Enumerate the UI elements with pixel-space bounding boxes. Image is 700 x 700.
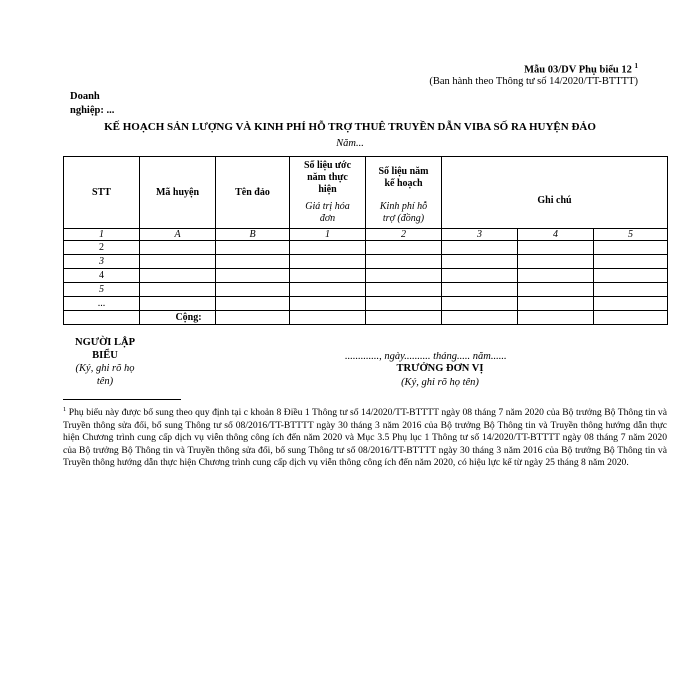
footnote bbox=[63, 404, 667, 470]
preparer-signature-block bbox=[60, 336, 150, 388]
header-note: Ghi chú bbox=[442, 157, 668, 229]
footnote-text: Phụ biểu này được bổ sung theo quy định tại c khoản 8 Điều 1 Thông tư số 14/2020/TT-BTTTT ngày 08 tháng 7 năm 2020 của Bộ trưởng Bộ Thông tin và Truyền thông sửa đổi, bổ sung Thông tư số 08/2016/TT-BTTTT ngày 30 tháng 3 năm 2016 của Bộ trưởng Bộ Thông tin và Truyền thông hướng dẫn thực hiện Chương trình cung cấp dịch vụ viễn thông công ích đến năm 2020 và Mục 3.5 Phụ lục 1 Thông tư số 14/2020/TT-BTTTT ngày 08 tháng 7 năm 2020 của Bộ trưởng Bộ Thông tin và Truyền thông sửa đổi, bổ sung Thông tư số 08/2016/TT-BTTTT ngày 30 tháng 3 năm 2016 của Bộ trưởng Bộ Thông tin và Truyền thông hướng dẫn thực hiện Chương trình cung cấp dịch vụ viễn thông công ích đến năm 2020, có hiệu lực kể từ ngày 25 tháng 8 năm 2020. bbox=[63, 407, 667, 469]
preparer-sign-note-line2: tên) bbox=[96, 376, 114, 387]
row-number: 4 bbox=[64, 269, 140, 283]
issued-by: (Ban hành theo Thông tư số 14/2020/TT-BTTTT) bbox=[429, 76, 638, 87]
subheader-support-fund: Kinh phí hỗ trợ (đồng) bbox=[366, 199, 442, 229]
row-number: 3 bbox=[64, 255, 140, 269]
form-code-footnote-marker: 1 bbox=[634, 62, 638, 70]
index-cell: 1 bbox=[290, 229, 366, 241]
date-line: ............., ngày.......... tháng..... năm...... bbox=[345, 351, 507, 362]
table-row bbox=[64, 269, 668, 283]
subheader-invoice-value: Giá trị hóa đơn bbox=[290, 199, 366, 229]
unit-head-title: TRƯỞNG ĐƠN VỊ bbox=[396, 363, 484, 374]
index-cell: 1 bbox=[64, 229, 140, 241]
index-cell: B bbox=[216, 229, 290, 241]
footnote-separator bbox=[63, 399, 181, 400]
table-index-row bbox=[64, 229, 668, 241]
company-label bbox=[70, 90, 114, 118]
table-row bbox=[64, 283, 668, 297]
index-cell: A bbox=[140, 229, 216, 241]
footnote-marker: 1 bbox=[63, 406, 67, 413]
index-cell: 3 bbox=[442, 229, 518, 241]
preparer-title-line1: NGƯỜI LẬP bbox=[75, 337, 135, 348]
plan-table bbox=[63, 156, 668, 325]
company-label-line1: Doanh bbox=[70, 91, 100, 102]
year-label: Năm... bbox=[336, 138, 364, 149]
table-header-row bbox=[64, 157, 668, 199]
header-island-name: Tên đảo bbox=[216, 157, 290, 229]
document-title: KẾ HOẠCH SẢN LƯỢNG VÀ KINH PHÍ HỖ TRỢ THUÊ TRUYỀN DẪN VIBA SỐ RA HUYỆN ĐẢO bbox=[104, 121, 596, 133]
header-estimate-group: Số liệu ước năm thực hiện bbox=[290, 157, 366, 199]
table-row bbox=[64, 255, 668, 269]
index-cell: 5 bbox=[594, 229, 668, 241]
header-stt: STT bbox=[64, 157, 140, 229]
table-total-row bbox=[64, 311, 668, 325]
preparer-sign-note-line1: (Ký, ghi rõ họ bbox=[75, 363, 135, 374]
row-number: 5 bbox=[64, 283, 140, 297]
header-district-code: Mã huyện bbox=[140, 157, 216, 229]
row-number: ... bbox=[64, 297, 140, 311]
form-code: Mẫu 03/DV Phụ biểu 12 $^1$ bbox=[524, 62, 638, 76]
unit-head-sign-note: (Ký, ghi rõ họ tên) bbox=[401, 377, 479, 388]
preparer-title-line2: BIỂU bbox=[92, 350, 118, 361]
table-row bbox=[64, 297, 668, 311]
total-label: Cộng: bbox=[140, 311, 216, 325]
company-label-line2: nghiệp: ... bbox=[70, 105, 115, 116]
header-plan-group: Số liệu năm kế hoạch bbox=[366, 157, 442, 199]
index-cell: 2 bbox=[366, 229, 442, 241]
index-cell: 4 bbox=[518, 229, 594, 241]
row-number: 2 bbox=[64, 241, 140, 255]
table-row bbox=[64, 241, 668, 255]
